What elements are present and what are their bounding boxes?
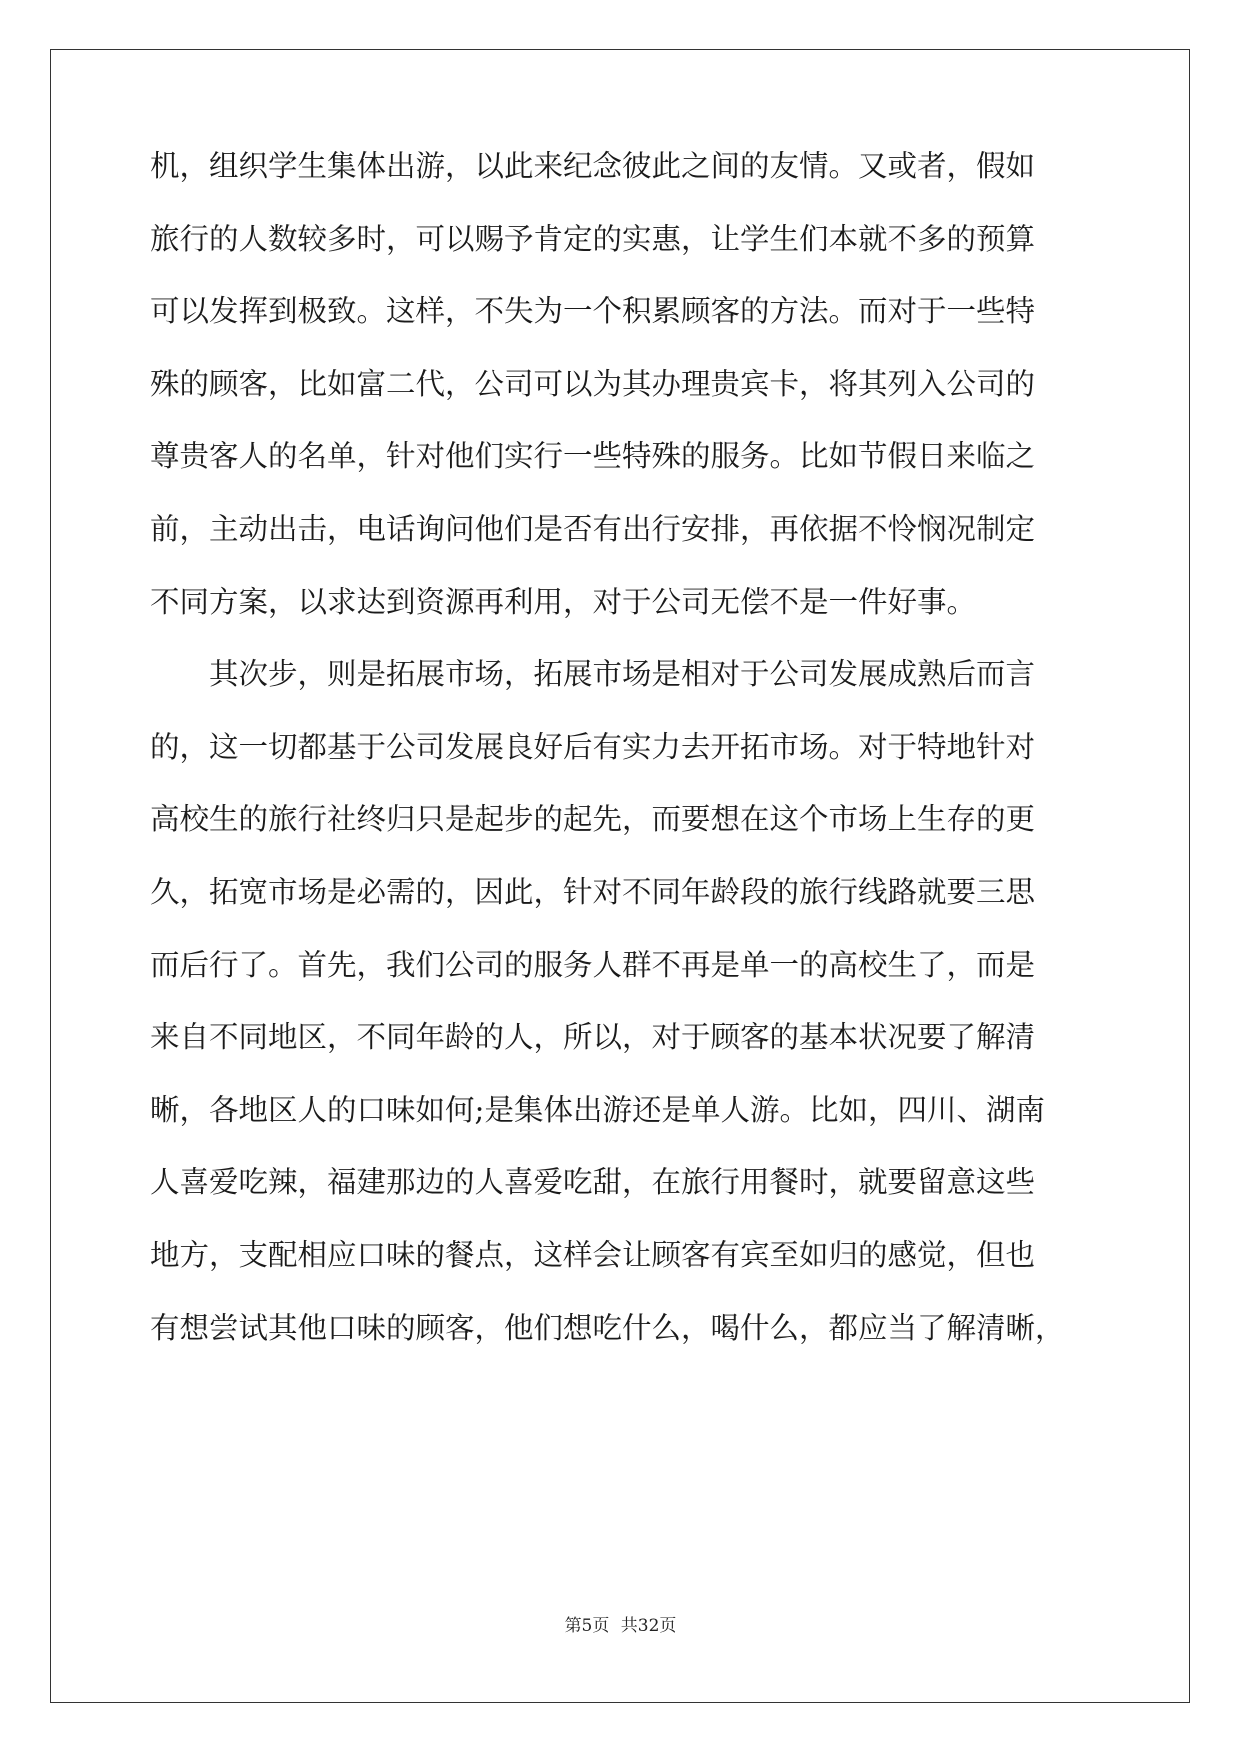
text-line: 可以发挥到极致。这样，不失为一个积累顾客的方法。而对于一些特 [150, 294, 1036, 329]
text-line: 尊贵客人的名单，针对他们实行一些特殊的服务。比如节假日来临之 [150, 439, 1036, 474]
text-line: 久，拓宽市场是必需的，因此，针对不同年龄段的旅行线路就要三思 [150, 875, 1036, 909]
text-line: 殊的顾客，比如富二代，公司可以为其办理贵宾卡，将其列入公司的 [150, 366, 1036, 401]
text-line: 地方，支配相应口味的餐点，这样会让顾客有宾至如归的感觉，但也 [150, 1238, 1036, 1272]
text-line: 晰，各地区人的口味如何;是集体出游还是单人游。比如，四川、湖南 [150, 1092, 1045, 1127]
text-line: 其次步，则是拓展市场，拓展市场是相对于公司发展成熟后而言 [150, 657, 1036, 692]
text-line: 来自不同地区，不同年龄的人，所以，对于顾客的基本状况要了解清 [150, 1020, 1036, 1055]
page-footer [0, 1615, 1241, 1637]
text-line: 有想尝试其他口味的顾客，他们想吃什么，喝什么，都应当了解清晰， [150, 1310, 1065, 1345]
page-total: 共32页 [620, 1616, 677, 1636]
text-line: 人喜爱吃辣，福建那边的人喜爱吃甜，在旅行用餐时，就要留意这些 [150, 1165, 1036, 1200]
page-number: 第5页 [564, 1616, 610, 1636]
text-line: 高校生的旅行社终归只是起步的起先，而要想在这个市场上生存的更 [150, 802, 1036, 837]
text-line: 前，主动出击，电话询问他们是否有出行安排，再依据不怜悯况制定 [150, 512, 1036, 546]
text-line: 的，这一切都基于公司发展良好后有实力去开拓市场。对于特地针对 [150, 729, 1036, 764]
text-line: 机，组织学生集体出游，以此来纪念彼此之间的友情。又或者，假如 [150, 149, 1036, 183]
text-line: 不同方案，以求达到资源再利用，对于公司无偿不是一件好事。 [150, 584, 977, 619]
text-line: 而后行了。首先，我们公司的服务人群不再是单一的高校生了，而是 [150, 947, 1036, 982]
text-line: 旅行的人数较多时，可以赐予肯定的实惠，让学生们本就不多的预算 [150, 221, 1036, 256]
